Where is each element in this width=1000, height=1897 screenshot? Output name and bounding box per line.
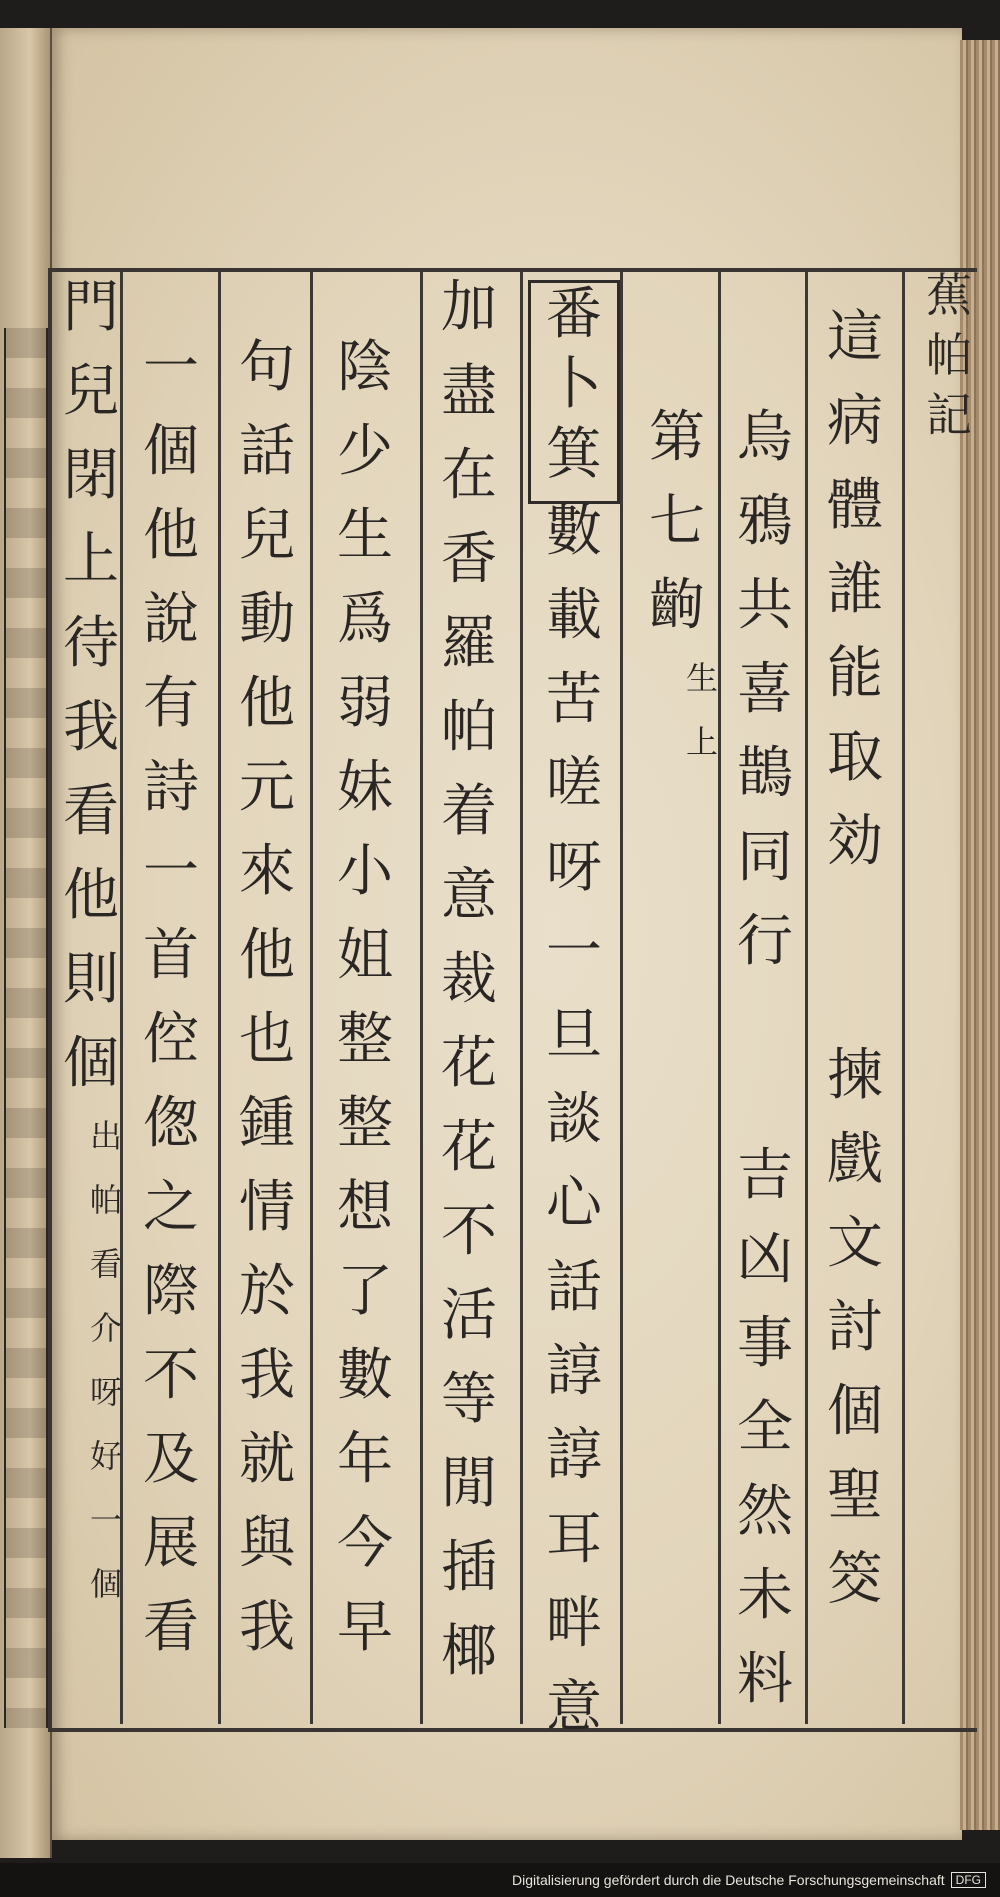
glyph: 加: [441, 275, 497, 340]
dfg-logo: DFG: [951, 1872, 986, 1888]
stage-direction: [682, 659, 722, 790]
glyph: 全: [737, 1395, 793, 1460]
text-column-5: [432, 275, 506, 1708]
text-column-7: [230, 280, 304, 1684]
stage-direction-glyph: 出: [89, 1117, 122, 1155]
column-rule: [420, 272, 423, 1724]
glyph: 一: [143, 335, 199, 400]
glyph: 不: [143, 1343, 199, 1408]
glyph: 効: [827, 809, 883, 874]
glyph: 未: [737, 1563, 793, 1628]
glyph: 文: [827, 1211, 883, 1276]
glyph: 偬: [143, 1091, 199, 1156]
column-rule: [902, 272, 905, 1724]
glyph: 早: [337, 1595, 393, 1660]
glyph: 體: [827, 473, 883, 538]
glyph: 及: [143, 1427, 199, 1492]
glyph: 詩: [143, 755, 199, 820]
glyph: 就: [239, 1427, 295, 1492]
digitization-credit-bar: [0, 1863, 1000, 1897]
tune-title-glyph: 卜: [546, 352, 602, 417]
glyph: 他: [239, 923, 295, 988]
glyph: 一: [143, 839, 199, 904]
text-column-9: [54, 275, 128, 1632]
glyph: 句: [239, 335, 295, 400]
previous-page-text: [4, 328, 49, 1728]
glyph: 椰: [441, 1619, 497, 1684]
text-column-6: [328, 280, 402, 1684]
glyph: 筊: [827, 1547, 883, 1612]
glyph: 不: [441, 1199, 497, 1264]
glyph: 他: [239, 671, 295, 736]
glyph: 陰: [337, 335, 393, 400]
aria-column: [528, 280, 620, 1764]
column-rule: [218, 272, 221, 1724]
glyph: 與: [239, 1511, 295, 1576]
scene-heading-glyph: 第: [649, 405, 705, 470]
scene-heading-column: [632, 280, 722, 790]
running-title: [925, 268, 973, 502]
glyph: 諄: [546, 1339, 602, 1404]
running-title-char: 記: [926, 388, 972, 442]
digitization-credit: Digitalisierung gefördert durch die Deutsche Forschungsgemeinschaft: [511, 1872, 945, 1888]
glyph: 料: [737, 1647, 793, 1712]
glyph: 盡: [441, 359, 497, 424]
glyph: 兒: [239, 503, 295, 568]
glyph: 則: [63, 947, 119, 1012]
glyph: 了: [337, 1259, 393, 1324]
glyph: 然: [737, 1479, 793, 1544]
glyph: 這: [827, 305, 883, 370]
text-column-8: [134, 280, 208, 1684]
glyph: 心: [546, 1171, 602, 1236]
glyph: 個: [827, 1379, 883, 1444]
glyph: 動: [239, 587, 295, 652]
glyph: 討: [827, 1295, 883, 1360]
glyph: 聖: [827, 1463, 883, 1528]
glyph: 門: [63, 275, 119, 340]
glyph: 鴉: [737, 489, 793, 554]
glyph: 看: [63, 779, 119, 844]
glyph: 倥: [143, 1007, 199, 1072]
glyph: 他: [63, 863, 119, 928]
stage-direction-glyph: 看: [89, 1245, 122, 1283]
glyph: 吉: [737, 1143, 793, 1208]
glyph: 戲: [827, 1127, 883, 1192]
glyph: 上: [63, 527, 119, 592]
stage-direction-glyph: 上: [685, 723, 718, 761]
stage-direction-glyph: 個: [89, 1565, 122, 1603]
glyph: 數: [546, 499, 602, 564]
glyph: 裁: [441, 947, 497, 1012]
tune-title-glyph: 番: [546, 282, 602, 347]
glyph: 談: [546, 1087, 602, 1152]
glyph: 插: [441, 1535, 497, 1600]
glyph: 苦: [546, 667, 602, 732]
glyph: 閉: [63, 443, 119, 508]
glyph: 行: [737, 909, 793, 974]
glyph: 我: [63, 695, 119, 760]
glyph: 有: [143, 671, 199, 736]
glyph: 嗟: [546, 751, 602, 816]
stage-direction-glyph: 生: [685, 659, 718, 697]
glyph: 花: [441, 1115, 497, 1180]
glyph: 待: [63, 611, 119, 676]
glyph: 載: [546, 583, 602, 648]
glyph: 個: [63, 1031, 119, 1096]
glyph: 羅: [441, 611, 497, 676]
glyph: 鍾: [239, 1091, 295, 1156]
stage-direction-glyph: 好: [89, 1437, 122, 1475]
glyph: 弱: [337, 671, 393, 736]
stage-direction-glyph: 帕: [89, 1181, 122, 1219]
glyph: 共: [737, 573, 793, 638]
column-rule: [620, 272, 623, 1724]
glyph: 來: [239, 839, 295, 904]
glyph: 意: [441, 863, 497, 928]
glyph: 意: [546, 1675, 602, 1740]
column-rule: [310, 272, 313, 1724]
glyph: 誰: [827, 557, 883, 622]
glyph: 元: [239, 755, 295, 820]
glyph: 等: [441, 1367, 497, 1432]
tune-title-glyph: 箕: [546, 422, 602, 487]
glyph: 今: [337, 1511, 393, 1576]
glyph: 取: [827, 725, 883, 790]
glyph: 旦: [546, 1003, 602, 1068]
running-title-char: 帕: [926, 328, 972, 382]
scene-heading-glyph: 七: [649, 489, 705, 554]
previous-page-edge: [0, 28, 52, 1858]
glyph: 活: [441, 1283, 497, 1348]
stage-direction-glyph: 一: [89, 1501, 122, 1539]
glyph: 之: [143, 1175, 199, 1240]
stage-direction: [86, 1117, 126, 1632]
glyph: 數: [337, 1343, 393, 1408]
glyph: 小: [337, 839, 393, 904]
glyph: 畔: [546, 1591, 602, 1656]
glyph: 揀: [827, 1043, 883, 1108]
glyph: 也: [239, 1007, 295, 1072]
glyph: 我: [239, 1595, 295, 1660]
text-column-1: [818, 280, 892, 1636]
glyph: 閒: [441, 1451, 497, 1516]
glyph: 生: [337, 503, 393, 568]
scene-heading-glyph: 齣: [649, 573, 705, 638]
glyph: 爲: [337, 587, 393, 652]
glyph: 着: [441, 779, 497, 844]
column-rule: [520, 272, 523, 1724]
glyph: 說: [143, 587, 199, 652]
glyph: 他: [143, 503, 199, 568]
glyph: 帕: [441, 695, 497, 760]
glyph: 耳: [546, 1507, 602, 1572]
text-column-2: [728, 280, 802, 1736]
glyph: 年: [337, 1427, 393, 1492]
glyph: 展: [143, 1511, 199, 1576]
glyph: 話: [546, 1255, 602, 1320]
glyph: 能: [827, 641, 883, 706]
glyph: 在: [441, 443, 497, 508]
glyph: 妹: [337, 755, 393, 820]
glyph: 我: [239, 1343, 295, 1408]
glyph: 同: [737, 825, 793, 890]
stage-direction-glyph: 呀: [89, 1373, 122, 1411]
glyph: 一: [546, 919, 602, 984]
glyph: 烏: [737, 405, 793, 470]
glyph: 鵲: [737, 741, 793, 806]
glyph: 花: [441, 1031, 497, 1096]
glyph: 兒: [63, 359, 119, 424]
glyph: 於: [239, 1259, 295, 1324]
glyph: 喜: [737, 657, 793, 722]
glyph: 際: [143, 1259, 199, 1324]
glyph: 香: [441, 527, 497, 592]
glyph: 少: [337, 419, 393, 484]
glyph: 情: [239, 1175, 295, 1240]
glyph: 病: [827, 389, 883, 454]
glyph: 凶: [737, 1227, 793, 1292]
glyph: 整: [337, 1091, 393, 1156]
running-title-char: 蕉: [926, 268, 972, 322]
glyph: 整: [337, 1007, 393, 1072]
glyph: 姐: [337, 923, 393, 988]
glyph: 事: [737, 1311, 793, 1376]
glyph: 想: [337, 1175, 393, 1240]
stage-direction-glyph: 介: [89, 1309, 122, 1347]
glyph: 看: [143, 1595, 199, 1660]
glyph: 話: [239, 419, 295, 484]
column-rule: [805, 272, 808, 1724]
glyph: 個: [143, 419, 199, 484]
glyph: 首: [143, 923, 199, 988]
glyph: 呀: [546, 835, 602, 900]
tune-title-banner: [528, 280, 620, 504]
glyph: 諄: [546, 1423, 602, 1488]
